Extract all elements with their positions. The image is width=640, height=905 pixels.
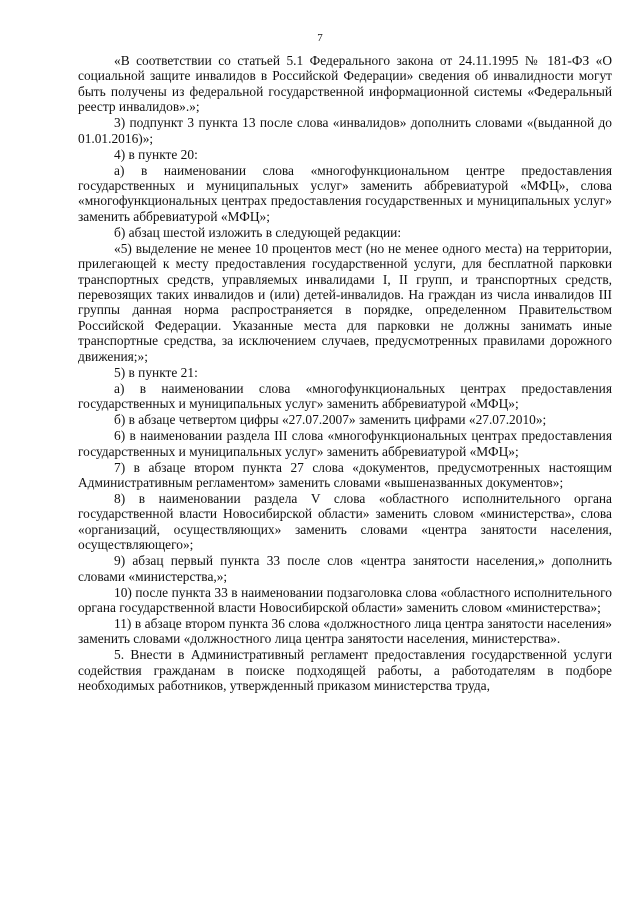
paragraph: а) в наименовании слова «многофункциональном центре предоставления государственных и муниципальных услуг» заменить аббревиатурой «МФЦ», слова «многофункциональных центрах предоставления государственных и муниципальных услуг» заменить аббревиатурой «МФЦ»; — [78, 162, 612, 224]
document-body — [78, 53, 612, 694]
paragraph: 8) в наименовании раздела V слова «областного исполнительного органа государственной власти Новосибирской области» заменить словом «министерства», слова «организаций, осуществляющих» заменить словами «центра занятости населения, осуществляющего»; — [78, 490, 612, 553]
paragraph: 5. Внести в Административный регламент предоставления государственной услуги содействия гражданам в поиске подходящей работы, а работодателям в подборе необходимых работников, утвержденный приказом министерства труда, — [78, 647, 612, 694]
paragraph: 5) в пункте 21: — [114, 364, 198, 380]
paragraph: б) в абзаце четвертом цифры «27.07.2007» заменить цифрами «27.07.2010»; — [114, 412, 547, 428]
paragraph: «5) выделение не менее 10 процентов мест (но не менее одного места) на территории, прилегающей к месту предоставления государственной услуги, для бесплатной парковки транспортных средств, управляемых инвалидами I, II групп, и транспортных средств, перевозящих таких инвалидов и (или) детей-инвалидов. На граждан из числа инвалидов III группы данная норма распространяется в порядке, определенном Правительством Российской Федерации. Указанные места для парковки не должны занимать иные транспортные средства, за исключением случаев, предусмотренных правилами дорожного движения;»; — [78, 240, 612, 364]
paragraph: «В соответствии со статьей 5.1 Федерального закона от 24.11.1995 № 181-ФЗ «О социальной защите инвалидов в Российской Федерации» сведения об инвалидности могут быть получены из федеральной государственной информационной системы «Федеральный реестр инвалидов».»; — [78, 53, 612, 115]
paragraph: а) в наименовании слова «многофункциональных центрах предоставления государственных и муниципальных услуг» заменить аббревиатурой «МФЦ»; — [78, 380, 612, 412]
paragraph: б) абзац шестой изложить в следующей редакции: — [114, 224, 402, 240]
paragraph: 7) в абзаце втором пункта 27 слова «документов, предусмотренных настоящим Административным регламентом» заменить словами «вышеназванных документов»; — [78, 459, 612, 490]
page-number: 7 — [317, 32, 323, 44]
paragraph: 6) в наименовании раздела III слова «многофункциональных центрах предоставления государственных и муниципальных услуг» заменить аббревиатурой «МФЦ»; — [78, 428, 612, 459]
paragraph: 9) абзац первый пункта 33 после слов «центра занятости населения,» дополнить словами «министерства,»; — [78, 553, 612, 584]
paragraph: 11) в абзаце втором пункта 36 слова «должностного лица центра занятости населения» заменить словами «должностного лица центра занятости населения, министерства». — [78, 615, 612, 647]
paragraph: 10) после пункта 33 в наименовании подзаголовка слова «областного исполнительного органа государственной власти Новосибирской области» заменить словом «министерства»; — [78, 584, 612, 615]
paragraph: 4) в пункте 20: — [114, 146, 198, 162]
paragraph: 3) подпункт 3 пункта 13 после слова «инвалидов» дополнить словами «(выданной до 01.01.2016)»; — [78, 115, 612, 146]
